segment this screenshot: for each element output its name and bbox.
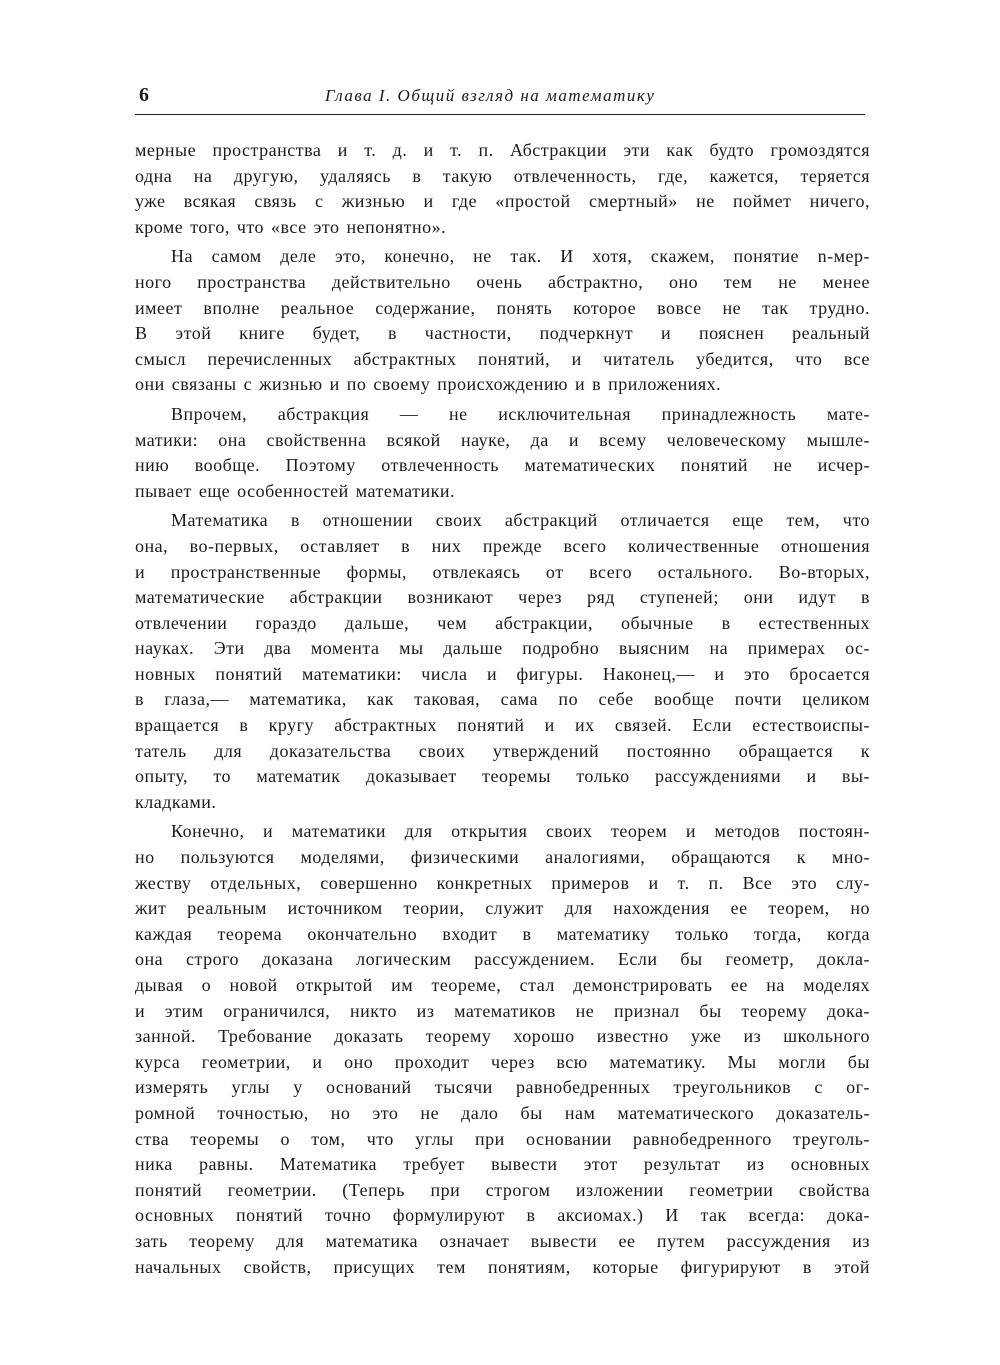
text-line: В этой книге будет, в частности, подчеркнут и пояснен реальный: [135, 323, 870, 344]
text-line: ромной точностью, но это не дало бы нам математического доказатель-: [135, 1102, 870, 1123]
text-line: Впрочем, абстракция — не исключительная принадлежность мате-: [171, 403, 870, 424]
text-line: занной. Требование доказать теорему хорошо известно уже из школьного: [135, 1026, 870, 1047]
text-line: матики: она свойственна всякой науке, да и всему человеческому мышле-: [135, 429, 870, 450]
text-line: понятий геометрии. (Теперь при строгом изложении геометрии свойства: [135, 1179, 870, 1200]
text-line: имеет вполне реальное содержание, понять которое вовсе не так трудно.: [135, 297, 870, 318]
text-line: основных понятий точно формулируют в аксиомах.) И так всегда: дока-: [135, 1205, 870, 1226]
paragraph-1: [135, 138, 870, 240]
text-line: вращается в кругу абстрактных понятий и их связей. Если естествоиспы-: [135, 715, 870, 736]
text-line: в глаза,— математика, как таковая, сама по себе вообще почти целиком: [135, 689, 870, 710]
text-line: ника равны. Математика требует вывести этот результат из основных: [135, 1154, 870, 1175]
text-line: но пользуются моделями, физическими аналогиями, обращаются к мно-: [135, 847, 870, 868]
text-line: опыту, то математик доказывает теоремы только рассуждениями и вы-: [135, 766, 870, 787]
text-line: зать теорему для математика означает вывести ее путем рассуждения из: [135, 1230, 870, 1251]
text-line: уже всякая связь с жизнью и где «простой смертный» не поймет ничего,: [135, 191, 870, 212]
text-line: новных понятий математики: числа и фигуры. Наконец,— и это бросается: [135, 663, 870, 684]
text-line: начальных свойств, присущих тем понятиям, которые фигурируют в этой: [135, 1256, 870, 1277]
paragraph-3: [135, 402, 870, 504]
text-line: ного пространства действительно очень абстрактно, оно тем не менее: [135, 271, 870, 292]
text-line: нию вообще. Поэтому отвлеченность математических понятий не исчер-: [135, 455, 870, 476]
text-line: и пространственные формы, отвлекаясь от всего остального. Во-вторых,: [135, 561, 870, 582]
text-line: отвлечении гораздо дальше, чем абстракции, обычные в естественных: [135, 612, 870, 633]
text-line: пывает еще особенностей математики.: [135, 480, 456, 501]
text-line: и этим ограничился, никто из математиков не признал бы теорему дока-: [135, 1000, 870, 1021]
text-line: мерные пространства и т. д. и т. п. Абстракции эти как будто громоздятся: [135, 140, 870, 160]
page-number: 6: [139, 84, 149, 106]
text-line: ства теоремы о том, что углы при основании равнобедренного треуголь-: [135, 1128, 870, 1149]
text-line: каждая теорема окончательно входит в математику только тогда, когда: [135, 923, 870, 944]
text-line: науках. Эти два момента мы дальше подробно выясним на примерах ос-: [135, 638, 870, 659]
text-line: жит реальным источником теории, служит для нахождения ее теорем, но: [135, 898, 870, 919]
paragraph-4: [135, 508, 870, 815]
text-line: она, во-первых, оставляет в них прежде всего количественные отношения: [135, 535, 870, 556]
text-line: дывая о новой открытой им теореме, стал демонстрировать ее на моделях: [135, 975, 870, 995]
text-line: жеству отдельных, совершенно конкретных примеров и т. п. Все это слу-: [135, 872, 870, 893]
text-line: На самом деле это, конечно, не так. И хотя, скажем, понятие n-мер-: [171, 246, 870, 267]
text-line: смысл перечисленных абстрактных понятий, и читатель убедится, что все: [135, 348, 870, 369]
text-line: Математика в отношении своих абстракций отличается еще тем, что: [171, 510, 870, 531]
text-line: измерять углы у оснований тысячи равнобедренных треугольников с ог-: [135, 1077, 870, 1098]
text-line: кладками.: [135, 791, 217, 812]
text-line: они связаны с жизнью и по своему происхождению и в приложениях.: [135, 374, 722, 395]
body-text: [135, 138, 870, 1280]
text-line: она строго доказана логическим рассуждением. Если бы геометр, докла-: [135, 949, 870, 970]
text-line: математические абстракции возникают через ряд ступеней; они идут в: [135, 587, 870, 608]
text-line: одна на другую, удаляясь в такую отвлеченность, где, кажется, теряется: [135, 165, 870, 186]
page-header: [135, 80, 865, 115]
text-line: Конечно, и математики для открытия своих теорем и методов постоян-: [171, 821, 870, 842]
text-line: татель для доказательства своих утверждений постоянно обращается к: [135, 740, 870, 761]
paragraph-2: [135, 244, 870, 398]
running-head: Глава I. Общий взгляд на математику: [325, 86, 656, 105]
text-line: кроме того, что «все это непонятно».: [135, 216, 447, 237]
paragraph-5: [135, 819, 870, 1280]
text-line: курса геометрии, и оно проходит через всю математику. Мы могли бы: [135, 1051, 870, 1072]
